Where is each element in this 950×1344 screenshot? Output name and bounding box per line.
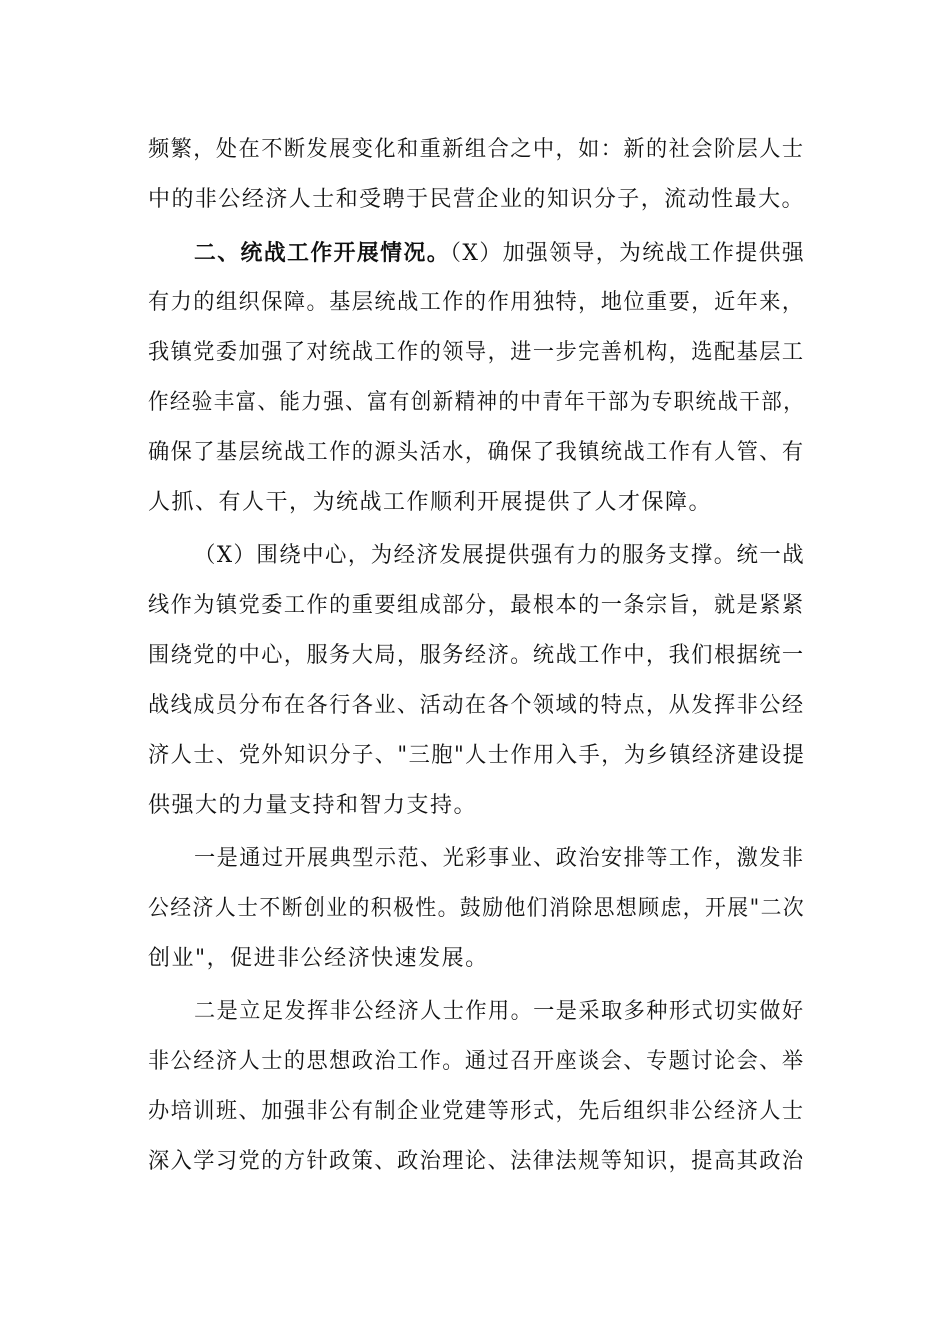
body-text-line: 人抓、有人干，为统战工作顺利开展提供了人才保障。 [148,490,713,515]
body-text-line: 二是立足发挥非公经济人士作用。一是采取多种形式切实做好 [194,999,805,1024]
body-text-line: 我镇党委加强了对统战工作的领导，进一步完善机构，选配基层工 [148,340,805,365]
body-text-line: 一是通过开展典型示范、光彩事业、政治安排等工作，激发非 [194,846,805,871]
body-text-line: （X）围绕中心，为经济发展提供强有力的服务支撑。统一战 [194,543,806,568]
body-text-line: （X）加强领导，为统战工作提供强 [450,241,806,266]
body-text-line: 战线成员分布在各行各业、活动在各个领域的特点，从发挥非公经 [148,693,805,718]
body-text-line: 供强大的力量支持和智力支持。 [148,793,478,818]
body-text-line: 非公经济人士的思想政治工作。通过召开座谈会、专题讨论会、举 [148,1049,805,1074]
body-text-line: 深入学习党的方针政策、政治理论、法律法规等知识，提高其政治 [148,1149,805,1174]
body-text-line: 济人士、党外知识分子、"三胞"人士作用入手，为乡镇经济建设提 [148,743,806,768]
body-text-line: 围绕党的中心，服务大局，服务经济。统战工作中，我们根据统一 [148,643,805,668]
body-text-line: 确保了基层统战工作的源头活水，确保了我镇统战工作有人管、有 [148,440,805,465]
body-text-line: 公经济人士不断创业的积极性。鼓励他们消除思想顾虑，开展"二次 [148,896,806,921]
section-paragraph-first-line [194,238,805,268]
body-text-line: 中的非公经济人士和受聘于民营企业的知识分子，流动性最大。 [148,187,806,212]
body-text-line: 有力的组织保障。基层统战工作的作用独特，地位重要，近年来， [148,290,805,315]
body-text-line: 频繁，处在不断发展变化和重新组合之中，如：新的社会阶层人士 [148,137,805,162]
body-text-line: 办培训班、加强非公有制企业党建等形式，先后组织非公经济人士 [148,1099,805,1124]
section-heading: 二、统战工作开展情况。 [194,240,451,266]
body-text-line: 线作为镇党委工作的重要组成部分，最根本的一条宗旨，就是紧紧 [148,593,805,618]
body-text-line: 作经验丰富、能力强、富有创新精神的中青年干部为专职统战干部， [148,390,806,415]
body-text-line: 创业"，促进非公经济快速发展。 [148,946,489,971]
